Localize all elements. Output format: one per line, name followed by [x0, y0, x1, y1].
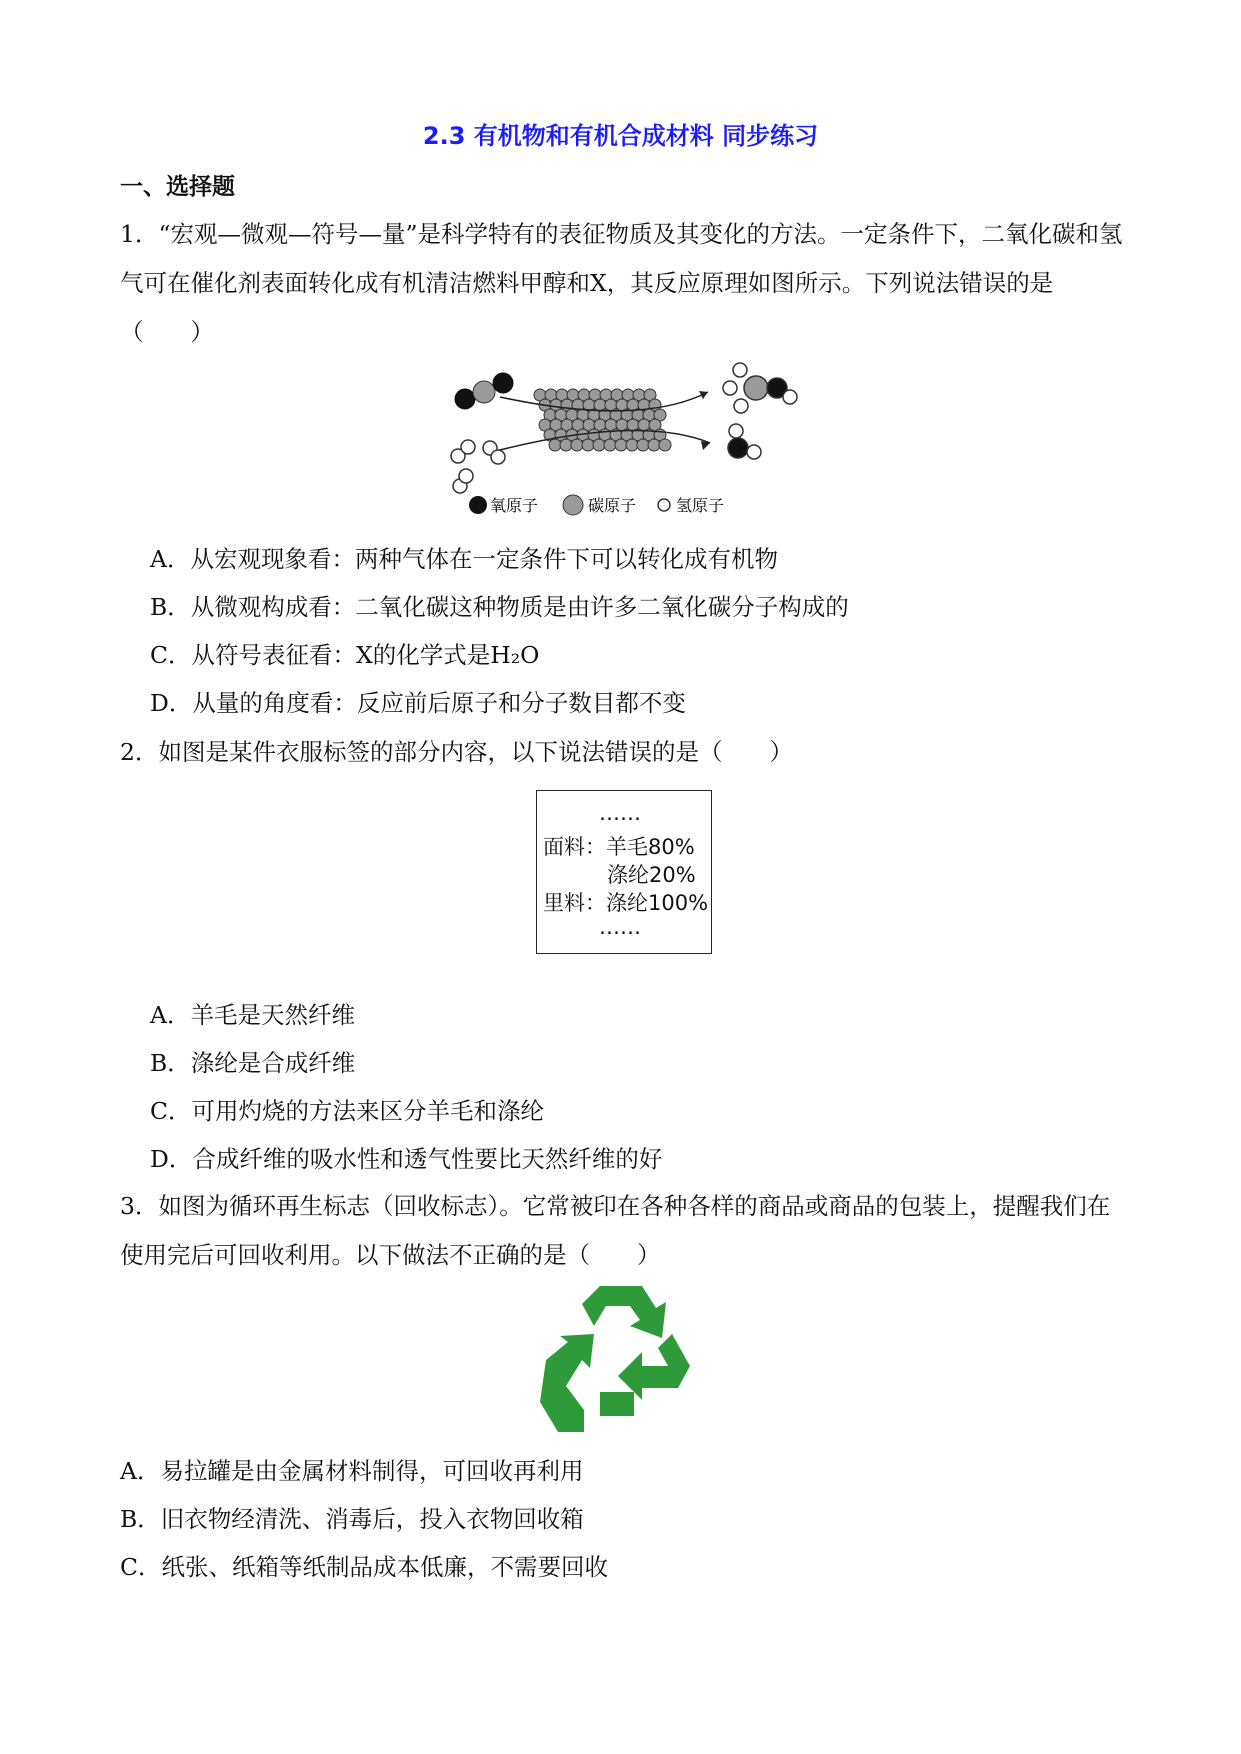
- catalyst-atom: [615, 439, 627, 451]
- co2-molecule: [455, 373, 513, 409]
- label-line-2: 涤纶20%: [607, 863, 696, 887]
- q3-option-b: B．旧衣物经清洗、消毒后，投入衣物回收箱: [120, 1505, 584, 1533]
- catalyst-atom: [560, 439, 572, 451]
- catalyst-atom: [637, 439, 649, 451]
- q1-option-b: B．从微观构成看：二氧化碳这种物质是由许多二氧化碳分子构成的: [150, 593, 849, 621]
- label-line-1: 面料：羊毛80%: [543, 835, 695, 859]
- catalyst-atom: [659, 439, 671, 451]
- label-line-3: 里料：涤纶100%: [543, 891, 709, 915]
- q3-option-a: A．易拉罐是由金属材料制得，可回收再利用: [120, 1457, 584, 1485]
- catalyst-atom: [593, 439, 605, 451]
- recycle-icon: [538, 1286, 694, 1434]
- q2-option-a: A．羊毛是天然纤维: [150, 1001, 355, 1029]
- catalyst-atom: [604, 439, 616, 451]
- catalyst-atom: [571, 439, 583, 451]
- legend-oxygen: 氧原子: [490, 496, 539, 515]
- q1-option-c: C．从符号表征看：X的化学式是H₂O: [150, 641, 540, 669]
- section-heading: 一、选择题: [120, 174, 235, 200]
- q2-option-b: B．涤纶是合成纤维: [150, 1049, 356, 1077]
- oxygen-legend-icon: [469, 496, 487, 514]
- question-2-stem: 2．如图是某件衣服标签的部分内容，以下说法错误的是（ ）: [120, 738, 793, 766]
- label-dots-bottom: ……: [599, 915, 641, 939]
- label-dots-top: ……: [599, 801, 641, 825]
- catalyst-atom: [648, 439, 660, 451]
- reaction-diagram: [440, 355, 820, 525]
- carbon-legend-icon: [563, 495, 583, 515]
- catalyst-atom: [626, 439, 638, 451]
- legend: [469, 495, 724, 515]
- catalyst-atom: [582, 439, 594, 451]
- clothing-label: [536, 790, 712, 954]
- h2-molecules: [451, 440, 505, 493]
- catalyst-surface: [534, 389, 671, 451]
- catalyst-atom: [549, 439, 561, 451]
- q1-option-a: A．从宏观现象看：两种气体在一定条件下可以转化成有机物: [150, 545, 778, 573]
- legend-carbon: 碳原子: [588, 496, 637, 515]
- water-molecule: [728, 424, 761, 459]
- legend-hydrogen: 氢原子: [676, 496, 725, 515]
- q3-option-c: C．纸张、纸箱等纸制品成本低廉，不需要回收: [120, 1553, 608, 1581]
- page-title: 2.3 有机物和有机合成材料 同步练习: [422, 122, 819, 150]
- question-1-stem: 1．“宏观—微观—符号—量”是科学特有的表征物质及其变化的方法。一定条件下，二氧化碳和氢气可在催化剂表面转化成有机清洁燃料甲醇和X，其反应原理如图所示。下列说法错误的是（ ）: [120, 220, 1123, 346]
- q1-option-d: D．从量的角度看：反应前后原子和分子数目都不变: [150, 689, 686, 717]
- question-3-stem: 3．如图为循环再生标志（回收标志）。它常被印在各种各样的商品或商品的包装上，提醒我们在使用完后可回收利用。以下做法不正确的是（ ）: [120, 1192, 1111, 1269]
- hydrogen-legend-icon: [658, 499, 670, 511]
- q2-option-c: C．可用灼烧的方法来区分羊毛和涤纶: [150, 1097, 544, 1125]
- q2-option-d: D．合成纤维的吸水性和透气性要比天然纤维的好: [150, 1145, 663, 1173]
- methanol-molecule: [723, 363, 797, 413]
